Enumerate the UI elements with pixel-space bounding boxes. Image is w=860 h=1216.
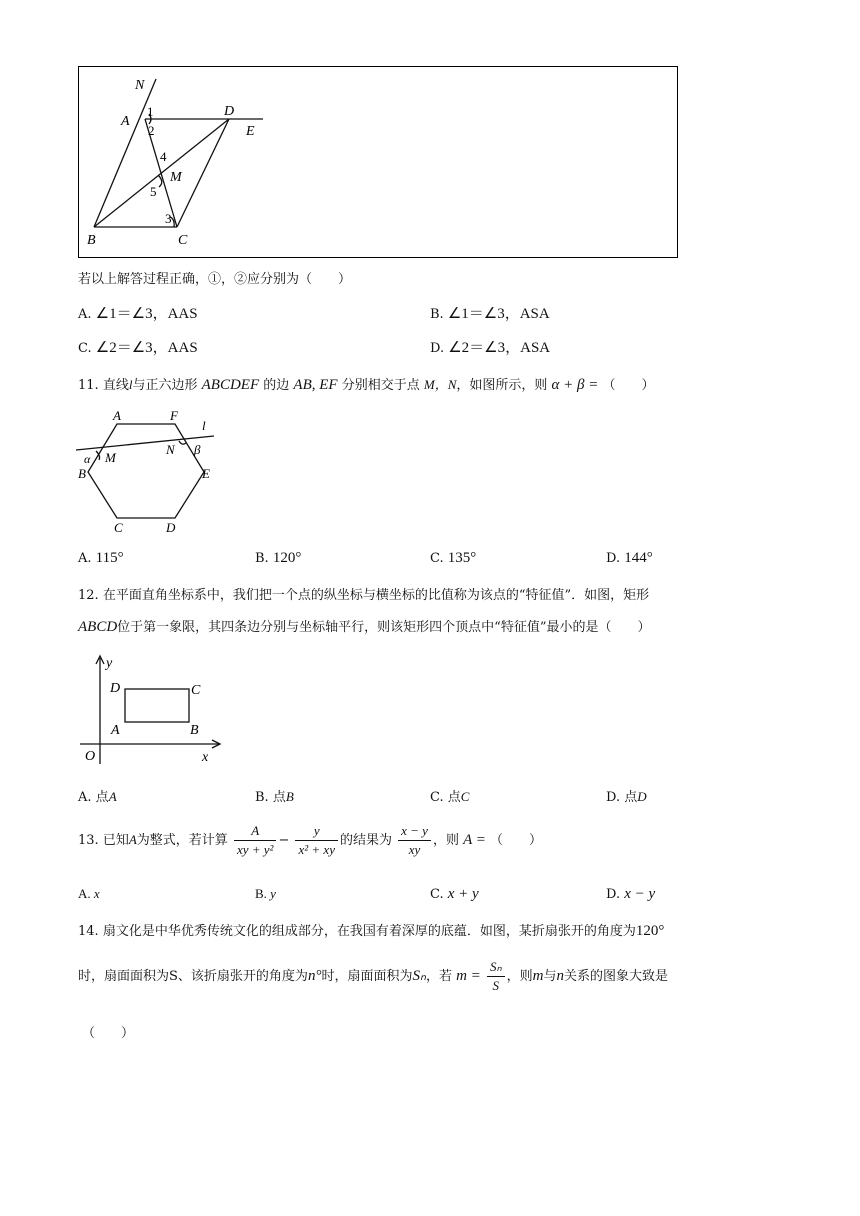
math-n: n xyxy=(556,968,565,984)
fraction-denominator: xy xyxy=(408,842,421,857)
label-A: A xyxy=(113,408,121,423)
q11-option-a[interactable] xyxy=(78,550,124,567)
option-letter: C. xyxy=(78,341,92,356)
math-A: A xyxy=(128,832,137,847)
label-D: D xyxy=(110,681,121,696)
label-alpha: α xyxy=(84,452,91,466)
q12-option-a[interactable] xyxy=(78,786,117,805)
option-text: 点 xyxy=(624,790,638,805)
option-letter: A. xyxy=(78,790,92,805)
q13-option-c[interactable] xyxy=(430,886,479,903)
stem-text: 位于第一象限，其四条边分别与坐标轴平行，则该矩形四个顶点中“特征值”最小的是（ ） xyxy=(117,620,651,635)
label-O: O xyxy=(85,749,96,764)
option-letter: A. xyxy=(78,886,91,901)
label-N: N xyxy=(166,442,175,457)
math-n: n° xyxy=(307,968,322,984)
option-text: 135° xyxy=(447,550,477,566)
stem-text: 与正六边形 xyxy=(132,378,198,393)
q10-option-a[interactable] xyxy=(78,302,198,323)
stem-text: 时，扇面面积为 xyxy=(321,969,413,984)
fraction-numerator: A xyxy=(234,822,276,841)
option-letter: D. xyxy=(606,887,621,902)
label-E: E xyxy=(246,124,255,139)
option-text: x xyxy=(93,886,100,901)
fraction-numerator: x − y xyxy=(398,822,431,841)
q13-option-b[interactable] xyxy=(255,886,276,902)
label-A: A xyxy=(111,723,120,738)
option-text: ∠1＝∠3，AAS xyxy=(95,306,198,322)
label-x: x xyxy=(202,750,209,765)
question-number: 14. xyxy=(78,924,99,939)
math-degree: 120° xyxy=(635,923,665,939)
q14-stem-line2 xyxy=(78,958,668,995)
option-letter: A. xyxy=(78,307,92,322)
option-letter: C. xyxy=(430,790,444,805)
stem-text: 分别相交于点 xyxy=(341,378,420,393)
option-letter: B. xyxy=(255,790,269,805)
label-D: D xyxy=(224,104,235,119)
label-y: y xyxy=(106,656,113,671)
fraction-2 xyxy=(295,822,337,859)
fraction-denominator: xy + y² xyxy=(236,842,274,857)
stem-text: 与 xyxy=(543,969,557,984)
option-text: x + y xyxy=(447,886,479,902)
label-2: 2 xyxy=(148,123,155,138)
q10-option-c[interactable] xyxy=(78,336,198,357)
option-text: 120° xyxy=(272,550,302,566)
math-S: S xyxy=(169,969,178,984)
stem-text: ，则 xyxy=(432,833,459,848)
math-sides: AB, EF xyxy=(293,377,338,393)
stem-text: 已知 xyxy=(102,833,129,848)
option-letter: B. xyxy=(255,551,269,566)
stem-text: ，若 xyxy=(425,969,452,984)
minus-sign: − xyxy=(278,833,290,848)
q13-stem xyxy=(78,822,542,859)
q12-coordinate-figure xyxy=(80,652,230,772)
q13-option-a[interactable] xyxy=(78,886,100,902)
stem-text: 在平面直角坐标系中，我们把一个点的纵坐标与横坐标的比值称为该点的“特征值”．如图，矩形 xyxy=(102,588,650,603)
q12-stem-line1 xyxy=(78,584,649,603)
stem-text: 、该折扇张开的角度为 xyxy=(177,969,308,984)
q11-option-c[interactable] xyxy=(430,550,476,567)
stem-text: 为整式，若计算 xyxy=(136,833,228,848)
label-D: D xyxy=(166,520,176,535)
stem-text: 关系的图象大致是 xyxy=(564,969,669,984)
q14-stem-line3: （ ） xyxy=(82,1026,135,1041)
stem-text: 的边 xyxy=(263,378,290,393)
option-letter: D. xyxy=(606,790,621,805)
label-C: C xyxy=(178,233,188,248)
stem-text: 的结果为 xyxy=(339,833,392,848)
option-text: 点 xyxy=(447,790,461,805)
q10-stem: 若以上解答过程正确，①，②应分别为（ ） xyxy=(78,272,352,287)
option-letter: C. xyxy=(430,887,444,902)
option-point: A xyxy=(108,789,117,804)
q11-hexagon-figure xyxy=(76,408,226,538)
q12-option-d[interactable] xyxy=(606,786,647,805)
option-letter: D. xyxy=(430,341,445,356)
math-m: m xyxy=(532,968,544,984)
fraction-1 xyxy=(234,822,276,859)
option-text: 点 xyxy=(95,790,109,805)
label-B: B xyxy=(87,233,96,248)
option-letter: C. xyxy=(430,551,444,566)
label-1: 1 xyxy=(147,104,154,119)
math-hexagon: ABCDEF xyxy=(201,377,260,393)
option-point: D xyxy=(637,789,647,804)
label-beta: β xyxy=(194,442,201,457)
question-number: 12. xyxy=(78,588,99,603)
option-text: 115° xyxy=(95,550,124,566)
label-C: C xyxy=(114,520,123,535)
q11-option-b[interactable] xyxy=(255,550,301,567)
fraction-numerator: Sₙ xyxy=(487,958,505,977)
label-F: F xyxy=(170,408,178,423)
option-point: C xyxy=(460,789,470,804)
label-4: 4 xyxy=(160,149,167,164)
q12-option-c[interactable] xyxy=(430,786,469,805)
stem-text: 扇文化是中华优秀传统文化的组成部分，在我国有着深厚的底蕴．如图，某折扇张开的角度为 xyxy=(102,924,636,939)
q11-option-d[interactable] xyxy=(606,550,653,567)
math-A-eq: A = xyxy=(463,832,486,848)
math-m-eq: m = xyxy=(456,968,481,984)
question-number: 11. xyxy=(78,378,99,393)
option-letter: A. xyxy=(78,551,92,566)
label-E: E xyxy=(202,466,210,481)
option-text: ∠2＝∠3，AAS xyxy=(95,340,198,356)
option-point: B xyxy=(285,789,294,804)
option-text: y xyxy=(270,886,276,901)
q10-figure-box xyxy=(78,66,678,258)
math-l: l xyxy=(128,377,133,392)
stem-text: （ ） xyxy=(602,378,655,393)
stem-text: ，则 xyxy=(506,969,533,984)
q13-option-d[interactable] xyxy=(606,886,655,903)
stem-text: 直线 xyxy=(102,378,129,393)
label-5: 5 xyxy=(150,184,157,199)
option-letter: B. xyxy=(430,307,444,322)
math-Sn: Sₙ xyxy=(412,968,426,984)
option-text: 144° xyxy=(624,550,653,566)
label-M: M xyxy=(170,170,182,185)
label-B: B xyxy=(78,466,86,481)
fraction-denominator: x² + xy xyxy=(298,842,335,857)
fraction-3 xyxy=(398,822,431,859)
label-B: B xyxy=(190,723,199,738)
fraction-m xyxy=(487,958,505,995)
q14-stem-line1 xyxy=(78,920,664,940)
q10-option-b[interactable] xyxy=(430,302,550,323)
label-3: 3 xyxy=(165,211,172,226)
question-number: 13. xyxy=(78,833,99,848)
q10-option-d[interactable] xyxy=(430,336,550,357)
math-points: M，N xyxy=(423,377,457,392)
label-N: N xyxy=(135,78,145,93)
stem-text: ，如图所示，则 xyxy=(456,378,548,393)
q12-option-b[interactable] xyxy=(255,786,294,805)
option-letter: D. xyxy=(606,551,621,566)
label-A: A xyxy=(121,114,130,129)
option-letter: B. xyxy=(255,886,267,901)
q11-stem xyxy=(78,374,655,394)
label-l: l xyxy=(202,418,206,433)
q10-geometry-figure xyxy=(79,67,279,257)
label-M: M xyxy=(105,450,116,465)
option-text: ∠2＝∠3，ASA xyxy=(448,340,551,356)
fraction-numerator: y xyxy=(295,822,337,841)
q12-stem-line2 xyxy=(78,616,650,636)
stem-text: （ ） xyxy=(490,833,543,848)
option-text: x − y xyxy=(624,886,656,902)
fraction-denominator: S xyxy=(492,978,500,993)
math-rect: ABCD xyxy=(78,619,118,635)
stem-text: 时，扇面面积为 xyxy=(78,969,170,984)
option-text: ∠1＝∠3，ASA xyxy=(447,306,550,322)
math-expr: α + β = xyxy=(551,377,599,393)
option-text: 点 xyxy=(272,790,286,805)
label-C: C xyxy=(191,683,201,698)
